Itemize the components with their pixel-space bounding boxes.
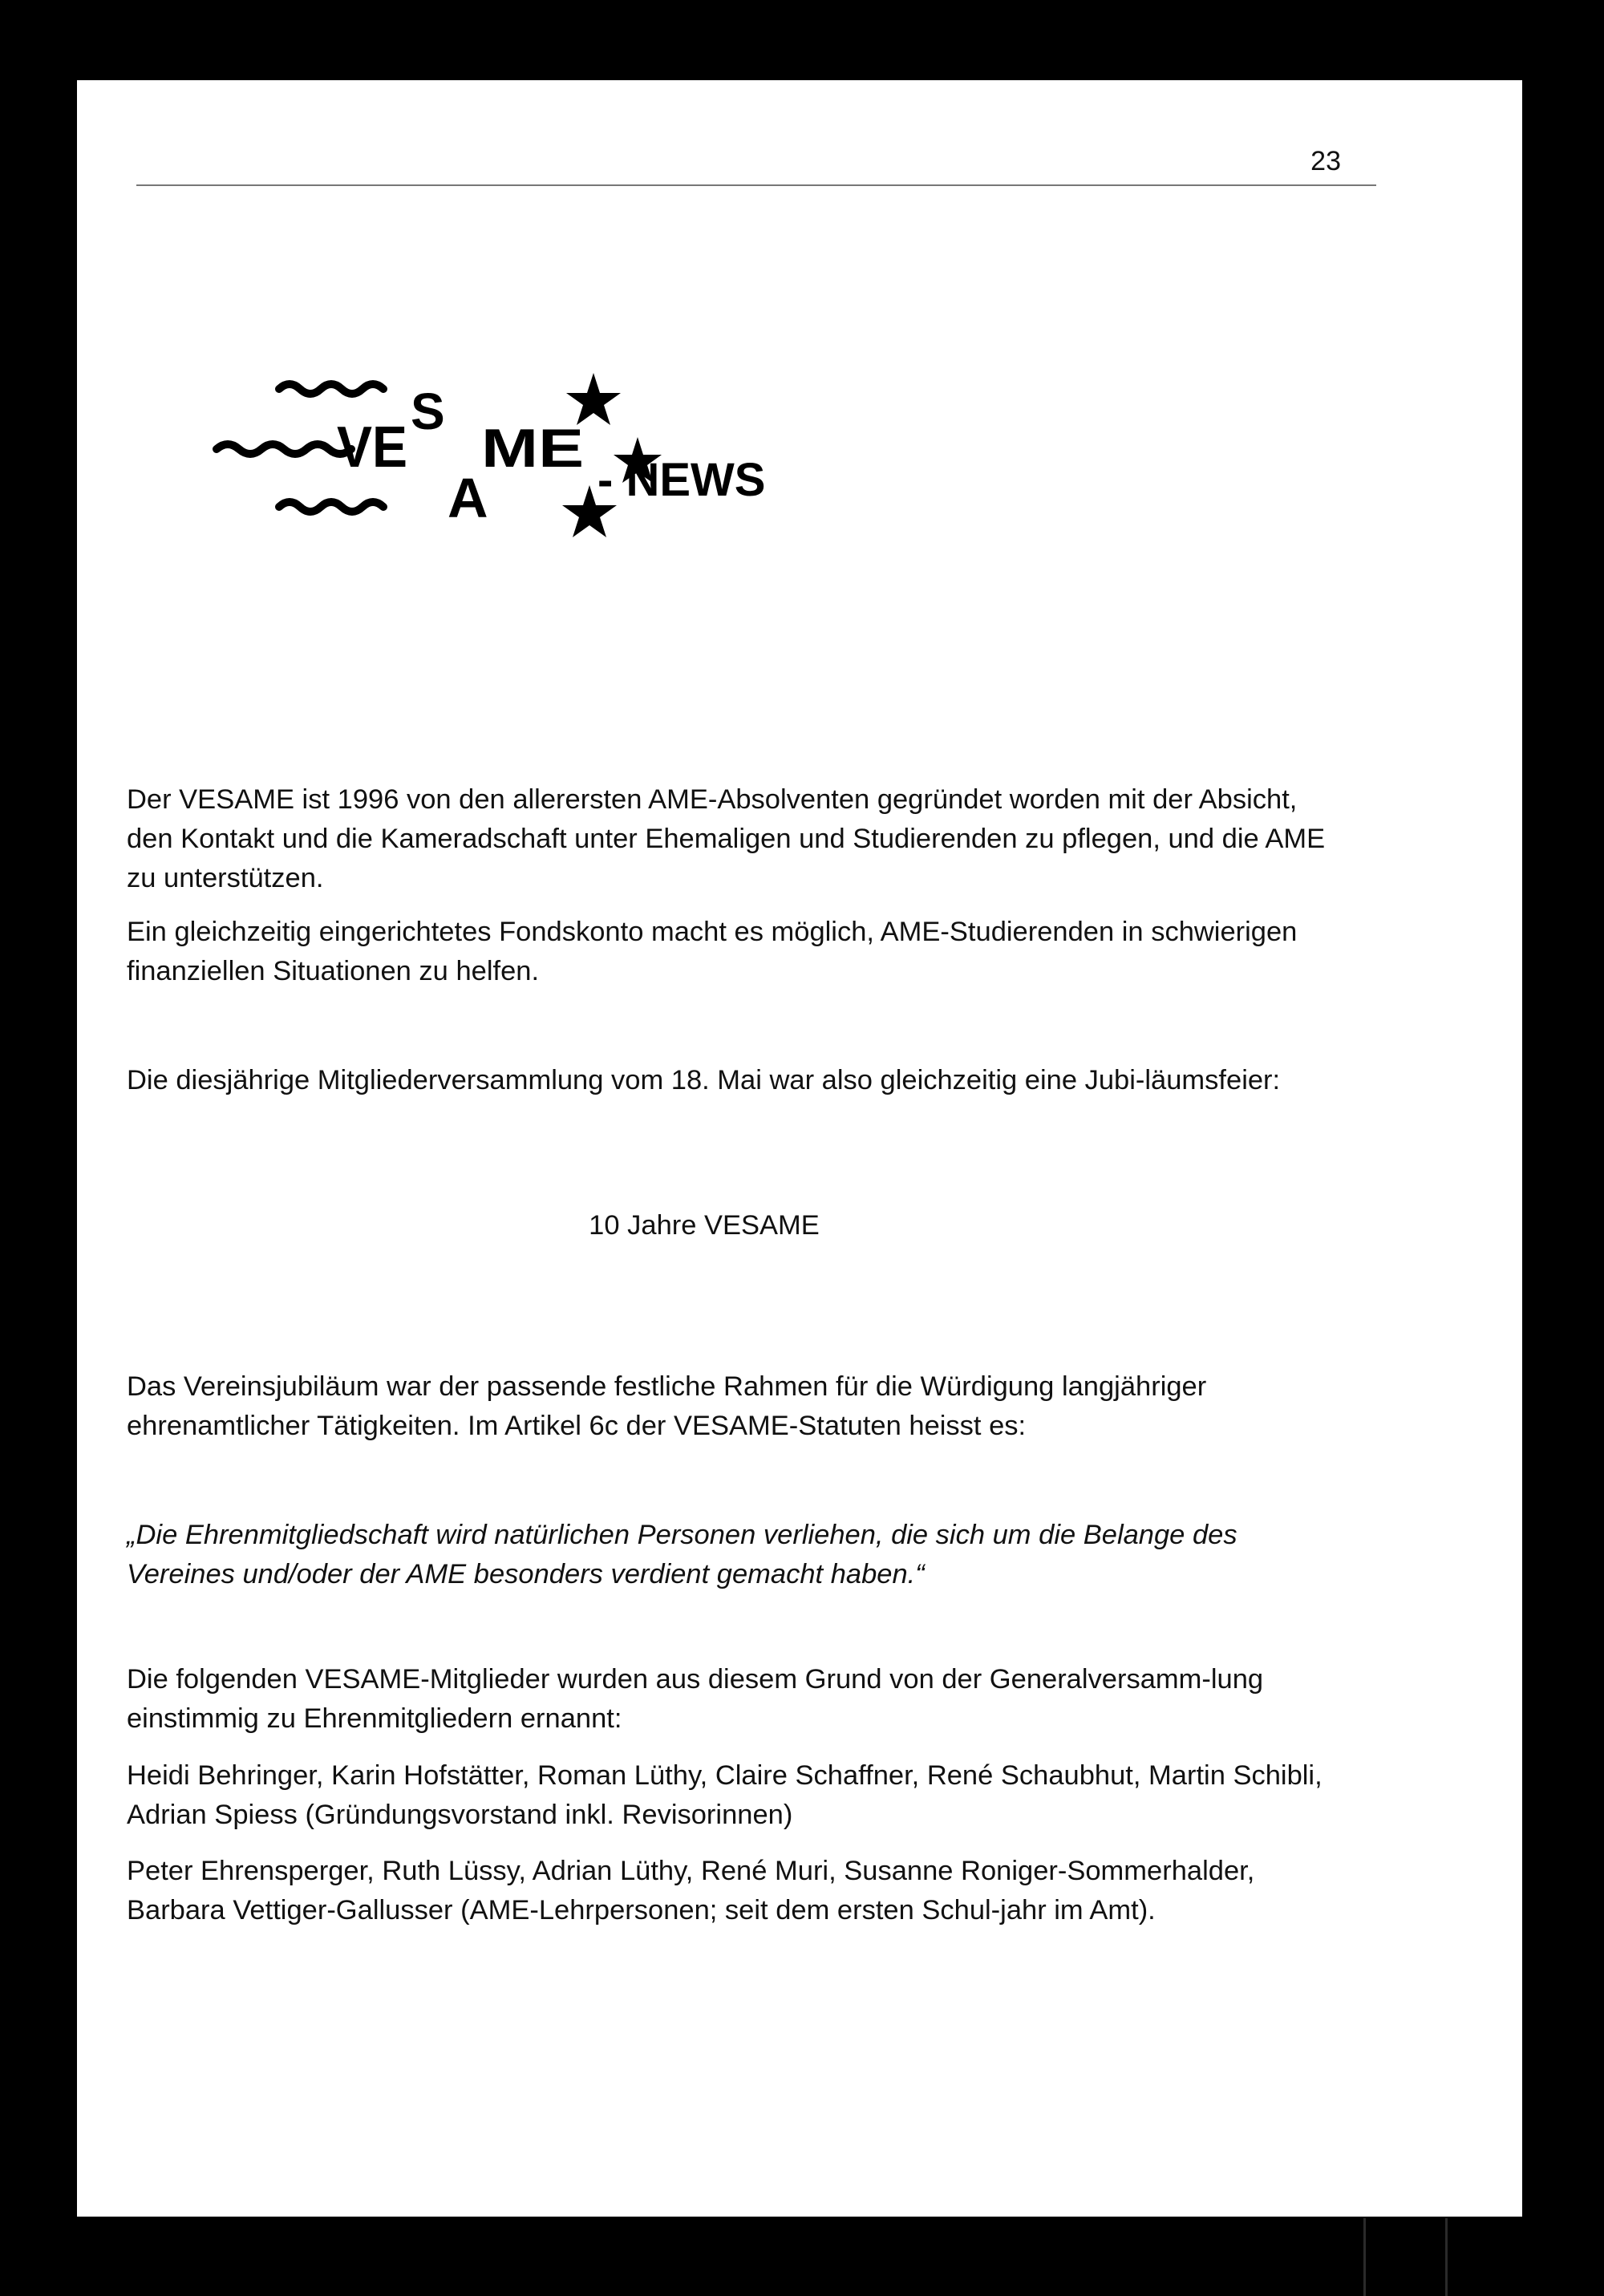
news-heading-title: NEWS <box>626 454 766 506</box>
news-heading-prefix: - <box>597 454 626 506</box>
paragraph-founders: Heidi Behringer, Karin Hofstätter, Roman Lüthy, Claire Schaffner, René Schaubhut, Martin Schibli, Adrian Spiess (Gründungsvorstand inkl. Revisorinnen) <box>127 1760 1322 1830</box>
scan-edge-mark <box>1445 2218 1448 2296</box>
paragraph-assembly: Die diesjährige Mitgliederversammlung vom 18. Mai war also gleichzeitig eine Jubi-läumsfeier: <box>127 1065 1281 1095</box>
logo-letters-ve: VE <box>337 415 407 480</box>
paragraph-intro-fund: Ein gleichzeitig eingerichtetes Fondskonto macht es möglich, AME-Studierenden in schwierigen finanziellen Situationen zu helfen. <box>127 917 1298 986</box>
paragraph-honorary-intro: Die folgenden VESAME-Mitglieder wurden aus diesem Grund von der Generalversamm-lung einstimmig zu Ehrenmitgliedern ernannt: <box>127 1664 1264 1734</box>
logo-letter-a: A <box>448 467 488 529</box>
paragraph-jubilee: Das Vereinsjubiläum war der passende festliche Rahmen für die Würdigung langjähriger ehrenamtlicher Tätigkeiten. Im Artikel 6c der VESAME-Statuten heisst es: <box>127 1371 1207 1441</box>
logo-letters-me: ME <box>481 418 584 479</box>
logo-wave-bottom <box>279 502 383 512</box>
statute-quote: „Die Ehrenmitgliedschaft wird natürlichen Personen verliehen, die sich um die Belange des Vereines und/oder der AME besonders verdient gemacht haben.“ <box>127 1520 1237 1589</box>
header-rule <box>136 184 1376 186</box>
news-heading <box>597 453 765 507</box>
vesame-logo <box>136 289 682 561</box>
paragraph-intro-founding: Der VESAME ist 1996 von den allerersten AME-Absolventen gegründet worden mit der Absicht, den Kontakt und die Kameradschaft unter Ehemaligen und Studierenden zu pflegen, und die AME zu unterstützen. <box>127 784 1326 893</box>
scan-edge-mark <box>1363 2218 1366 2296</box>
logo-wave-middle <box>217 444 351 454</box>
paragraph-teachers: Peter Ehrensperger, Ruth Lüssy, Adrian Lüthy, René Muri, Susanne Roniger-Sommerhalder, Barbara Vettiger-Gallusser (AME-Lehrpersonen; seit dem ersten Schul-jahr im Amt). <box>127 1856 1255 1925</box>
page-number: 23 <box>1310 146 1341 176</box>
logo-wave-top <box>279 384 383 394</box>
logo-letter-s: S <box>411 383 445 440</box>
anniversary-title: 10 Jahre VESAME <box>589 1210 820 1241</box>
